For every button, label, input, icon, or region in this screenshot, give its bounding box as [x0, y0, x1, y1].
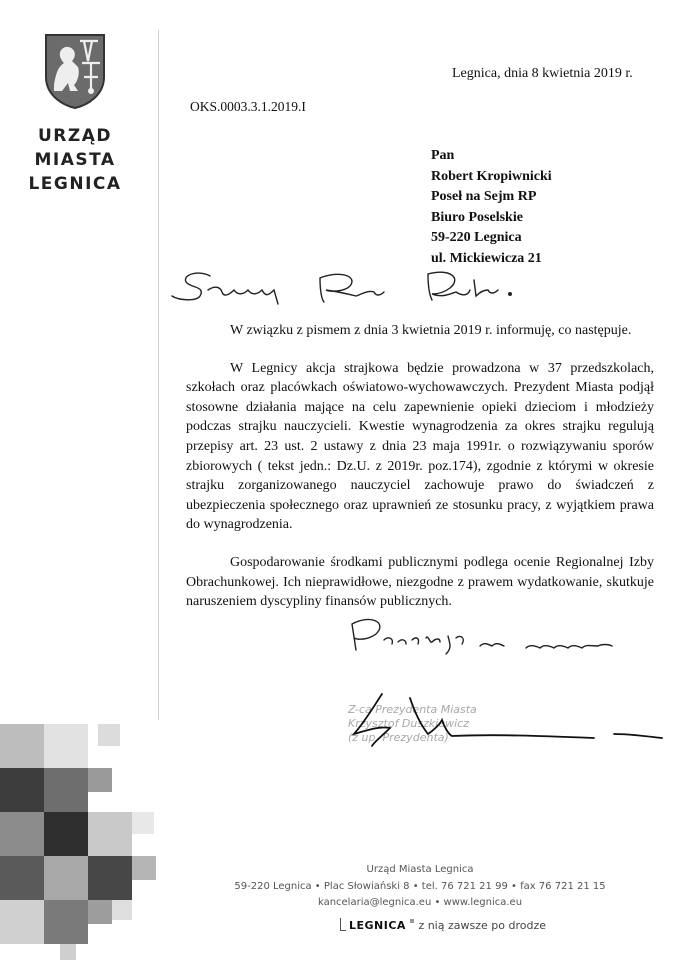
brand-name: LEGNICA [349, 919, 406, 932]
office-name-line-3: LEGNICA [28, 174, 122, 194]
brand-slogan: z nią zawsze po drodze [418, 919, 546, 932]
recipient-line: Robert Kropiwnicki [431, 168, 552, 184]
letter-body [186, 321, 654, 630]
recipient-line: Poseł na Sejm RP [431, 189, 537, 204]
footer-contact: kancelaria@legnica.eu • www.legnica.eu [317, 897, 523, 908]
brand-mark-icon [340, 918, 346, 931]
body-paragraph: W związku z pismem z dnia 3 kwietnia 2019 r. informuję, co następuje. [230, 323, 632, 338]
city-brand [340, 918, 546, 932]
decorative-mosaic [0, 700, 180, 960]
office-name [20, 124, 130, 196]
recipient-line: ul. Mickiewicza 21 [431, 250, 542, 266]
letter-date: Legnica, dnia 8 kwietnia 2019 r. [452, 66, 633, 81]
recipient-line: Pan [431, 148, 455, 163]
handwritten-closing [340, 608, 630, 680]
recipient-line: Biuro Poselskie [431, 209, 523, 225]
city-coat-of-arms-icon [44, 33, 106, 109]
stamp-line: Krzysztof Duszkiewicz [348, 717, 469, 730]
footer-address: 59-220 Legnica • Plac Słowiański 8 • tel. 76 721 21 99 • fax 76 721 21 15 [234, 880, 606, 892]
signature [344, 690, 673, 770]
office-name-line-2: MIASTA [34, 150, 116, 170]
stamp-line: (z up. Prezydenta) [348, 731, 449, 744]
handwritten-salutation [170, 264, 520, 312]
recipient-address [431, 146, 552, 269]
reference-number: OKS.0003.3.1.2019.I [190, 99, 306, 114]
letterhead-footer [230, 862, 610, 912]
recipient-line: 59-220 Legnica [431, 230, 522, 245]
body-paragraph: W Legnicy akcja strajkowa będzie prowadzona w 37 przedszkolach, szkołach oraz placówkach oświatowo-wychowawczych. Prezydent Miasta podjął stosowne działania mające na celu zapewnienie opieki dzieciom i młodzieży podczas strajku nauczycieli. Kwestie wynagrodzenia za okres strajku regulują przepisy art. 23 ust. 2 ustawy z dnia 23 maja 1991r. o rozwiązywaniu sporów zbiorowych ( tekst jedn.: Dz.U. z 2019r. poz.174), zgodnie z którymi w okresie strajku zorganizowanego nauczyciel zachowuje prawo do świadczeń z ubezpieczenia społecznego oraz uprawnień ze stosunku pracy, z wyjątkiem prawa do wynagrodzenia. [186, 360, 654, 533]
footer-org: Urząd Miasta Legnica [366, 864, 474, 875]
office-name-line-1: URZĄD [38, 126, 112, 146]
brand-dot-icon [410, 919, 414, 923]
stamp-line: Z-ca Prezydenta Miasta [348, 703, 477, 716]
body-paragraph: Gospodarowanie środkami publicznymi podlega ocenie Regionalnej Izby Obrachunkowej. Ich nieprawidłowe, niezgodne z prawem wydatkowanie, skutkuje naruszeniem dyscypliny finansów publicznych. [186, 554, 654, 610]
margin-divider [158, 30, 159, 720]
